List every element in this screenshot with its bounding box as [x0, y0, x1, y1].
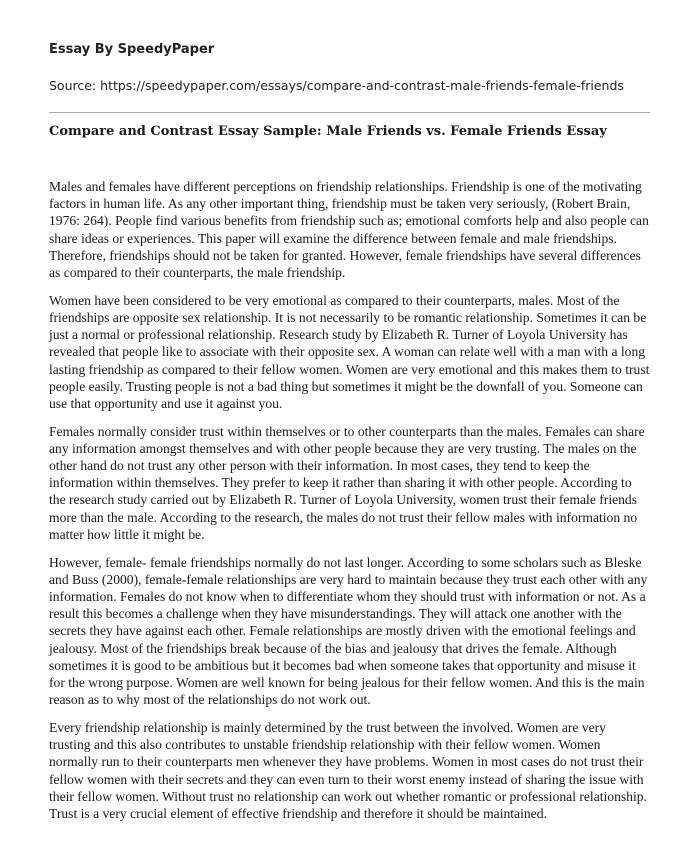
header-divider — [49, 112, 650, 113]
essay-title: Compare and Contrast Essay Sample: Male Friends vs. Female Friends Essay — [49, 124, 607, 139]
brand-heading: Essay By SpeedyPaper — [49, 42, 215, 57]
paragraph: Every friendship relationship is mainly determined by the trust between the involved. Women are very trusting and this also contributes to unstable friendship relationship with their fellow women. Women normally run to their counterparts men whenever they have problems. Women in most cases do not trust their fellow women with their secrets and they can even turn to their worst enemy instead of sharing the issue with their fellow women. Without trust no relationship can work out whether romantic or professional relationship. Trust is a very crucial element of effective friendship and therefore it should be maintained. — [49, 719, 647, 821]
paragraph: However, female- female friendships normally do not last longer. According to some scholars such as Bleske and Buss (2000), female-female relationships are very hard to maintain because they trust each other with any information. Females do not know when to differentiate whom they should trust with information or not. As a result this becomes a challenge when they have misunderstandings. They will attack one another with the secrets they have against each other. Female relationships are mostly driven with the emotional feelings and jealousy. Most of the friendships break because of the bias and jealousy that drives the female. Although sometimes it is good to be ambitious but it becomes bad when someone takes that opportunity and misuse it for the wrong purpose. Women are well known for being jealous for their fellow women. And this is the main reason as to why most of the relationships do not work out. — [49, 554, 648, 708]
paragraph: Females normally consider trust within themselves or to other counterparts than the males. Females can share any information amongst themselves and with other people because they are very trusting. The males on the other hand do not trust any other person with their information. In most cases, they tend to keep the information within themselves. They prefer to keep it rather than sharing it with other people. According to the research study carried out by Elizabeth R. Turner of Loyola University, women trust their female friends more than the male. According to the research, the males do not trust their fellow males with information no matter how little it might be. — [49, 423, 645, 542]
source-label: Source: — [49, 78, 97, 93]
paragraph: Women have been considered to be very emotional as compared to their counterparts, males. Most of the friendships are opposite sex relationship. It is not necessarily to be romantic relationship. Sometimes it can be just a normal or professional relationship. Research study by Elizabeth R. Turner of Loyola University has revealed that people like to associate with their opposite sex. A woman can relate well with a man with a long lasting friendship as compared to their fellow women. Women are very emotional and this makes them to trust people easily. Trusting people is not a bad thing but sometimes it might be the downfall of you. Someone can use that opportunity and use it against you. — [49, 292, 650, 411]
source-line — [49, 77, 650, 95]
paragraph: Males and females have different perceptions on friendship relationships. Friendship is one of the motivating factors in human life. As any other important thing, friendship must be taken very seriously, (Robert Brain, 1976: 264). People find various benefits from friendship such as; emotional comforts help and also people can share ideas or experiences. This paper will examine the difference between female and male friendships. Therefore, friendships should not be taken for granted. However, female friendships have several differences as compared to their counterparts, the male friendship. — [49, 179, 649, 281]
essay-body — [49, 178, 650, 822]
source-url: https://speedypaper.com/essays/compare-and-contrast-male-friends-female-friends — [100, 78, 624, 93]
